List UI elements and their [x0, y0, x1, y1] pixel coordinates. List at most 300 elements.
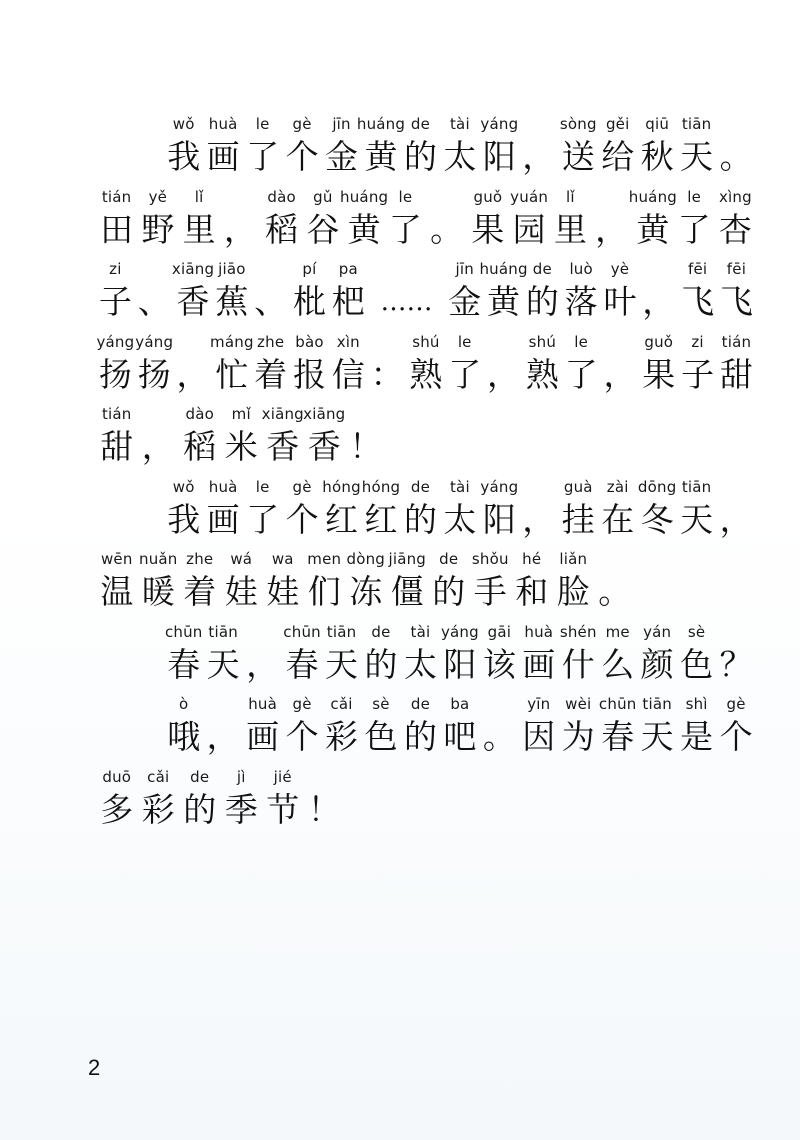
hanzi: ！ — [307, 789, 341, 829]
char-unit — [96, 765, 138, 831]
pinyin: me — [605, 622, 630, 641]
pinyin: zi — [109, 260, 122, 278]
char-unit — [440, 620, 479, 686]
char-unit — [135, 330, 174, 396]
hanzi: 金 — [325, 137, 359, 176]
hanzi: 了 — [388, 209, 422, 249]
char-unit — [174, 330, 213, 396]
char-unit — [674, 185, 715, 251]
hanzi: 个 — [285, 717, 319, 756]
hanzi: 。 — [719, 137, 753, 176]
hanzi: 稻 — [183, 427, 217, 466]
hanzi: ， — [642, 282, 676, 321]
hanzi: 画 — [206, 137, 240, 176]
char-unit — [715, 185, 756, 251]
text-line — [96, 330, 756, 396]
char-unit — [304, 765, 346, 831]
hanzi: ， — [487, 354, 521, 394]
pinyin: xiāng — [261, 405, 304, 423]
char-unit — [340, 185, 389, 251]
hanzi: 僵 — [390, 572, 424, 611]
char-unit — [368, 330, 407, 396]
pinyin: gāi — [487, 622, 512, 641]
hanzi: 扬 — [98, 354, 132, 394]
pinyin: jīn — [455, 260, 474, 278]
pinyin: le — [255, 115, 270, 133]
hanzi: 黄 — [347, 209, 381, 249]
char-unit — [387, 547, 429, 613]
hanzi: 画 — [522, 644, 556, 684]
hanzi: 的 — [364, 644, 398, 684]
pinyin: huáng — [340, 187, 389, 206]
hanzi: 的 — [183, 789, 217, 829]
pinyin: hé — [522, 550, 542, 568]
pinyin: sòng — [559, 115, 597, 133]
char-unit — [639, 257, 678, 323]
text-line — [164, 620, 756, 686]
pinyin: gè — [726, 695, 746, 713]
hanzi: 杷 — [331, 282, 365, 321]
hanzi: 、 — [137, 282, 171, 321]
hanzi: 因 — [522, 717, 556, 756]
char-unit — [519, 692, 558, 758]
pinyin: le — [255, 477, 270, 496]
char-unit — [96, 330, 135, 396]
pinyin: zi — [691, 332, 704, 351]
pinyin: xiāng — [171, 260, 215, 278]
pinyin: shì — [685, 695, 708, 713]
char-unit — [562, 257, 601, 323]
char-unit — [637, 692, 676, 758]
hanzi: 天 — [640, 717, 674, 756]
hanzi: 。 — [482, 717, 516, 756]
char-unit — [164, 620, 203, 686]
hanzi: 金 — [448, 282, 482, 321]
char-unit — [221, 765, 263, 831]
char-unit — [407, 330, 446, 396]
char-unit — [523, 257, 562, 323]
text-line — [96, 547, 756, 613]
hanzi: ， — [522, 499, 556, 539]
char-unit — [519, 475, 558, 541]
hanzi: ？ — [719, 644, 753, 684]
char-unit — [137, 185, 178, 251]
hanzi: 色 — [680, 644, 714, 684]
pinyin: jì — [236, 767, 246, 786]
pinyin: wēn — [100, 550, 133, 568]
char-unit — [302, 185, 343, 251]
pinyin: le — [574, 332, 589, 351]
pinyin: jiāo — [218, 260, 246, 278]
hanzi: 了 — [246, 499, 280, 539]
hanzi: 节 — [266, 789, 300, 829]
char-unit — [203, 112, 242, 178]
pinyin: tài — [449, 115, 470, 133]
pinyin: shén — [559, 622, 597, 641]
hanzi: 熟 — [525, 354, 559, 394]
char-unit — [138, 402, 180, 468]
pinyin: tiān — [681, 477, 712, 496]
hanzi: 哦 — [167, 717, 201, 756]
hanzi: 报 — [292, 354, 326, 394]
hanzi: 手 — [473, 572, 507, 611]
pinyin: de — [410, 115, 431, 133]
pinyin: wǒ — [172, 115, 195, 133]
hanzi: 春 — [601, 717, 635, 756]
hanzi: 春 — [167, 644, 201, 684]
char-unit — [96, 257, 135, 323]
pinyin: zhe — [186, 550, 214, 568]
pinyin: fēi — [687, 260, 708, 278]
hanzi: 黄 — [364, 137, 398, 176]
pinyin: pa — [338, 260, 358, 278]
char-unit — [480, 112, 519, 178]
hanzi: ， — [522, 137, 556, 176]
hanzi: 天 — [206, 644, 240, 684]
char-unit — [598, 620, 637, 686]
pinyin: guà — [563, 477, 593, 496]
pinyin: huà — [248, 695, 278, 713]
char-unit — [716, 692, 755, 758]
text-line — [164, 692, 756, 758]
pinyin: shú — [412, 332, 440, 351]
char-unit — [179, 402, 221, 468]
char-unit — [559, 692, 598, 758]
pinyin: lǐ — [566, 187, 575, 206]
pinyin: xiāng — [303, 405, 346, 423]
pinyin: tián — [101, 405, 132, 423]
char-unit — [304, 402, 346, 468]
pinyin: wèi — [565, 695, 592, 713]
hanzi: 杏 — [718, 209, 752, 249]
char-unit — [445, 330, 484, 396]
hanzi: 暖 — [141, 572, 175, 611]
hanzi: 了 — [564, 354, 598, 394]
char-unit — [221, 402, 263, 468]
hanzi: 什 — [561, 644, 595, 684]
pinyin: mǐ — [231, 405, 251, 423]
pinyin: luò — [569, 260, 593, 278]
pinyin: yáng — [480, 115, 519, 133]
char-unit — [96, 185, 137, 251]
pinyin: máng — [210, 332, 254, 351]
pinyin: ò — [179, 695, 189, 713]
char-unit — [480, 475, 519, 541]
pinyin: qiū — [645, 115, 670, 133]
char-unit — [637, 475, 676, 541]
char-unit — [322, 475, 361, 541]
hanzi: 里 — [553, 209, 587, 249]
pinyin: chūn — [283, 622, 321, 641]
hanzi: 蕉 — [215, 282, 249, 321]
char-unit — [428, 547, 470, 613]
hanzi: 香 — [307, 427, 341, 466]
char-unit — [243, 475, 282, 541]
pinyin: cǎi — [330, 695, 353, 713]
char-unit — [361, 620, 400, 686]
hanzi: 果 — [471, 209, 505, 249]
hanzi: ， — [141, 427, 175, 466]
char-unit — [716, 112, 755, 178]
hanzi: 甜 — [719, 354, 753, 394]
pinyin: sè — [687, 622, 706, 641]
hanzi: ， — [603, 354, 637, 394]
pinyin: gè — [292, 115, 312, 133]
pinyin: nuǎn — [138, 550, 178, 568]
pinyin: cǎi — [147, 767, 170, 786]
char-unit — [322, 620, 361, 686]
char-unit — [304, 547, 346, 613]
char-unit — [440, 475, 479, 541]
pinyin: le — [457, 332, 472, 351]
pinyin: yě — [148, 187, 168, 206]
hanzi: 谷 — [306, 209, 340, 249]
char-unit — [677, 692, 716, 758]
hanzi: 果 — [642, 354, 676, 394]
char-unit — [262, 765, 304, 831]
char-unit — [322, 112, 361, 178]
char-unit — [401, 112, 440, 178]
hanzi: 里 — [182, 209, 216, 249]
hanzi: 温 — [100, 572, 134, 611]
pinyin: yuán — [510, 187, 549, 206]
char-unit — [282, 692, 321, 758]
hanzi: ， — [223, 209, 257, 249]
char-unit — [562, 330, 601, 396]
pinyin: chūn — [164, 622, 203, 641]
pinyin: guǒ — [473, 187, 503, 206]
hanzi: 吧 — [443, 717, 477, 756]
hanzi: 野 — [141, 209, 175, 249]
pinyin: de — [410, 477, 431, 496]
hanzi: 落 — [564, 282, 598, 321]
pinyin: gěi — [605, 115, 630, 133]
hanzi: 。 — [430, 209, 464, 249]
hanzi: 季 — [224, 789, 258, 829]
char-unit — [356, 112, 406, 178]
char-unit — [212, 257, 251, 323]
pinyin: jīn — [332, 115, 351, 133]
char-unit — [594, 547, 636, 613]
text-line — [96, 402, 756, 468]
hanzi: 画 — [206, 499, 240, 539]
char-unit — [243, 692, 282, 758]
hanzi: 我 — [167, 499, 201, 539]
char-unit — [262, 402, 304, 468]
char-unit — [329, 330, 368, 396]
char-unit — [550, 185, 591, 251]
pinyin: de — [439, 550, 459, 568]
pinyin: huà — [208, 115, 238, 133]
hanzi: 太 — [443, 137, 477, 176]
char-unit — [251, 330, 290, 396]
pinyin: yáng — [440, 622, 479, 641]
hanzi: 黄 — [636, 209, 670, 249]
char-unit — [401, 620, 440, 686]
char-unit — [179, 547, 221, 613]
hanzi: ， — [595, 209, 629, 249]
hanzi: …… — [380, 287, 433, 317]
char-unit — [601, 257, 640, 323]
char-unit — [591, 185, 632, 251]
char-unit — [368, 257, 446, 323]
hanzi: 的 — [403, 717, 437, 756]
pinyin: yáng — [480, 477, 519, 496]
hanzi: 颜 — [640, 644, 674, 684]
hanzi: 的 — [403, 137, 437, 176]
char-unit — [210, 330, 254, 396]
hanzi: 彩 — [325, 717, 359, 756]
hanzi: 挂 — [561, 499, 595, 539]
char-unit — [262, 547, 304, 613]
char-unit — [251, 257, 290, 323]
pinyin: pí — [302, 260, 317, 278]
char-unit — [329, 257, 368, 323]
hanzi: 子 — [681, 354, 715, 394]
char-unit — [559, 620, 598, 686]
char-unit — [559, 475, 598, 541]
pinyin: wá — [230, 550, 253, 568]
hanzi: 米 — [224, 427, 258, 466]
char-unit — [401, 475, 440, 541]
hanzi: 熟 — [409, 354, 443, 394]
pinyin: dòng — [346, 550, 386, 568]
pinyin: duō — [102, 767, 132, 786]
char-unit — [243, 620, 282, 686]
char-unit — [220, 185, 261, 251]
pinyin: ba — [450, 695, 470, 713]
hanzi: 画 — [246, 717, 280, 756]
char-unit — [717, 257, 756, 323]
pinyin: le — [687, 187, 702, 206]
pinyin: shú — [528, 332, 557, 351]
char-unit — [598, 112, 637, 178]
char-unit — [716, 475, 755, 541]
hanzi: 冬 — [640, 499, 674, 539]
hanzi: 多 — [100, 789, 134, 829]
text-line — [96, 185, 756, 251]
char-unit — [637, 112, 676, 178]
char-unit — [440, 692, 479, 758]
char-unit — [716, 620, 755, 686]
char-unit — [345, 402, 387, 468]
char-unit — [677, 112, 716, 178]
hanzi: 我 — [167, 137, 201, 176]
hanzi: 、 — [254, 282, 288, 321]
hanzi: 飞 — [681, 282, 715, 321]
pinyin: tài — [449, 477, 470, 496]
pinyin: gè — [292, 477, 312, 496]
char-unit — [96, 402, 138, 468]
pinyin: chūn — [598, 695, 637, 713]
hanzi: ！ — [349, 427, 383, 466]
hanzi: 娃 — [224, 572, 258, 611]
char-unit — [480, 692, 519, 758]
pinyin: hóng — [322, 477, 361, 496]
pinyin: bào — [295, 332, 324, 351]
hanzi: 冻 — [349, 572, 383, 611]
pinyin: shǒu — [471, 550, 509, 568]
char-unit — [282, 112, 321, 178]
pinyin: dào — [185, 405, 214, 423]
char-unit — [717, 330, 756, 396]
char-unit — [523, 330, 562, 396]
pinyin: wǒ — [172, 477, 195, 496]
hanzi: 着 — [183, 572, 217, 611]
hanzi: 黄 — [487, 282, 521, 321]
hanzi: 的 — [525, 282, 559, 321]
char-unit — [677, 620, 716, 686]
hanzi: ， — [246, 644, 280, 684]
hanzi: 子 — [98, 282, 132, 321]
text-line — [96, 257, 756, 323]
char-unit — [639, 330, 678, 396]
pinyin: zhe — [257, 332, 285, 351]
char-unit — [261, 185, 302, 251]
char-unit — [598, 692, 637, 758]
char-unit — [637, 620, 676, 686]
pinyin: sè — [372, 695, 390, 713]
pinyin: le — [398, 187, 413, 206]
pinyin: huáng — [356, 115, 406, 133]
char-unit — [598, 475, 637, 541]
hanzi: 信 — [331, 354, 365, 394]
pinyin: gè — [292, 695, 312, 713]
char-unit — [467, 185, 508, 251]
char-unit — [361, 475, 400, 541]
char-unit — [171, 257, 215, 323]
pinyin: yáng — [135, 332, 174, 351]
hanzi: 脸 — [556, 572, 590, 611]
pinyin: wa — [271, 550, 294, 568]
pinyin: fēi — [726, 260, 747, 278]
pinyin: tiān — [642, 695, 672, 713]
hanzi: ： — [370, 354, 404, 394]
char-unit — [135, 257, 174, 323]
hanzi: 稻 — [265, 209, 299, 249]
hanzi: 个 — [285, 137, 319, 176]
char-unit — [345, 547, 387, 613]
char-unit — [282, 620, 321, 686]
hanzi: 。 — [598, 572, 632, 611]
pinyin: xìn — [336, 332, 360, 351]
hanzi: 送 — [561, 137, 595, 176]
hanzi: 天 — [325, 644, 359, 684]
hanzi: 秋 — [640, 137, 674, 176]
pinyin: guǒ — [644, 332, 674, 351]
char-unit — [511, 547, 553, 613]
char-unit — [290, 330, 329, 396]
pinyin: de — [410, 695, 431, 713]
pinyin: tiān — [681, 115, 712, 133]
pinyin: yán — [643, 622, 672, 641]
hanzi: 色 — [364, 717, 398, 756]
pinyin: jiāng — [388, 550, 427, 568]
hanzi: 和 — [515, 572, 549, 611]
pinyin: huà — [524, 622, 554, 641]
hanzi: 个 — [285, 499, 319, 539]
pinyin: liǎn — [559, 550, 588, 568]
text-line — [96, 765, 756, 831]
hanzi: 们 — [307, 572, 341, 611]
hanzi: 枇 — [292, 282, 326, 321]
pinyin: yè — [610, 260, 630, 278]
hanzi: 了 — [448, 354, 482, 394]
hanzi: 园 — [512, 209, 546, 249]
char-unit — [361, 692, 400, 758]
pinyin: yáng — [96, 332, 135, 351]
char-unit — [221, 547, 263, 613]
